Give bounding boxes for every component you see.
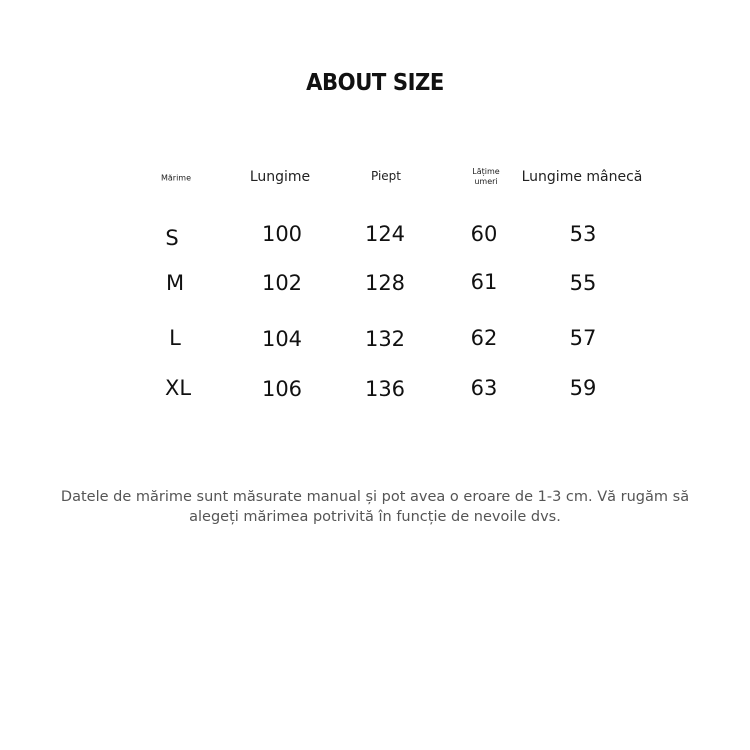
row-s-size: S [165,226,179,250]
row-m-length: 102 [261,271,303,295]
header-shoulder [472,167,499,187]
row-l-size: L [169,326,181,350]
row-xl-length: 106 [261,377,303,401]
row-m-size: M [165,271,185,295]
row-l-sleeve: 57 [569,326,597,350]
row-xl-sleeve: 59 [569,376,597,400]
header-shoulder-line2: umeri [474,177,498,186]
row-l-shoulder: 62 [470,326,498,350]
row-m-chest: 128 [364,271,406,295]
row-m-shoulder: 61 [470,270,498,294]
header-length: Lungime [249,169,311,185]
row-s-chest: 124 [364,222,406,246]
note-line1: Datele de mărime sunt măsurate manual și pot avea o eroare de 1-3 cm. Vă rugăm să [60,489,690,505]
row-s-sleeve: 53 [569,222,597,246]
header-size: Mărime [160,173,192,183]
row-xl-chest: 136 [364,377,406,401]
row-l-chest: 132 [364,327,406,351]
row-s-length: 100 [261,222,303,246]
row-m-sleeve: 55 [569,271,597,295]
row-xl-shoulder: 63 [470,376,498,400]
header-sleeve: Lungime mânecă [521,169,643,185]
row-l-length: 104 [261,327,303,351]
row-xl-size: XL [164,376,192,400]
header-chest: Piept [370,169,402,183]
note-line2: alegeți mărimea potrivită în funcție de nevoile dvs. [189,509,561,525]
measurement-note [40,487,710,527]
header-shoulder-line1: Lățime [472,167,500,176]
page-title: ABOUT SIZE [306,70,444,96]
row-s-shoulder: 60 [470,222,498,246]
